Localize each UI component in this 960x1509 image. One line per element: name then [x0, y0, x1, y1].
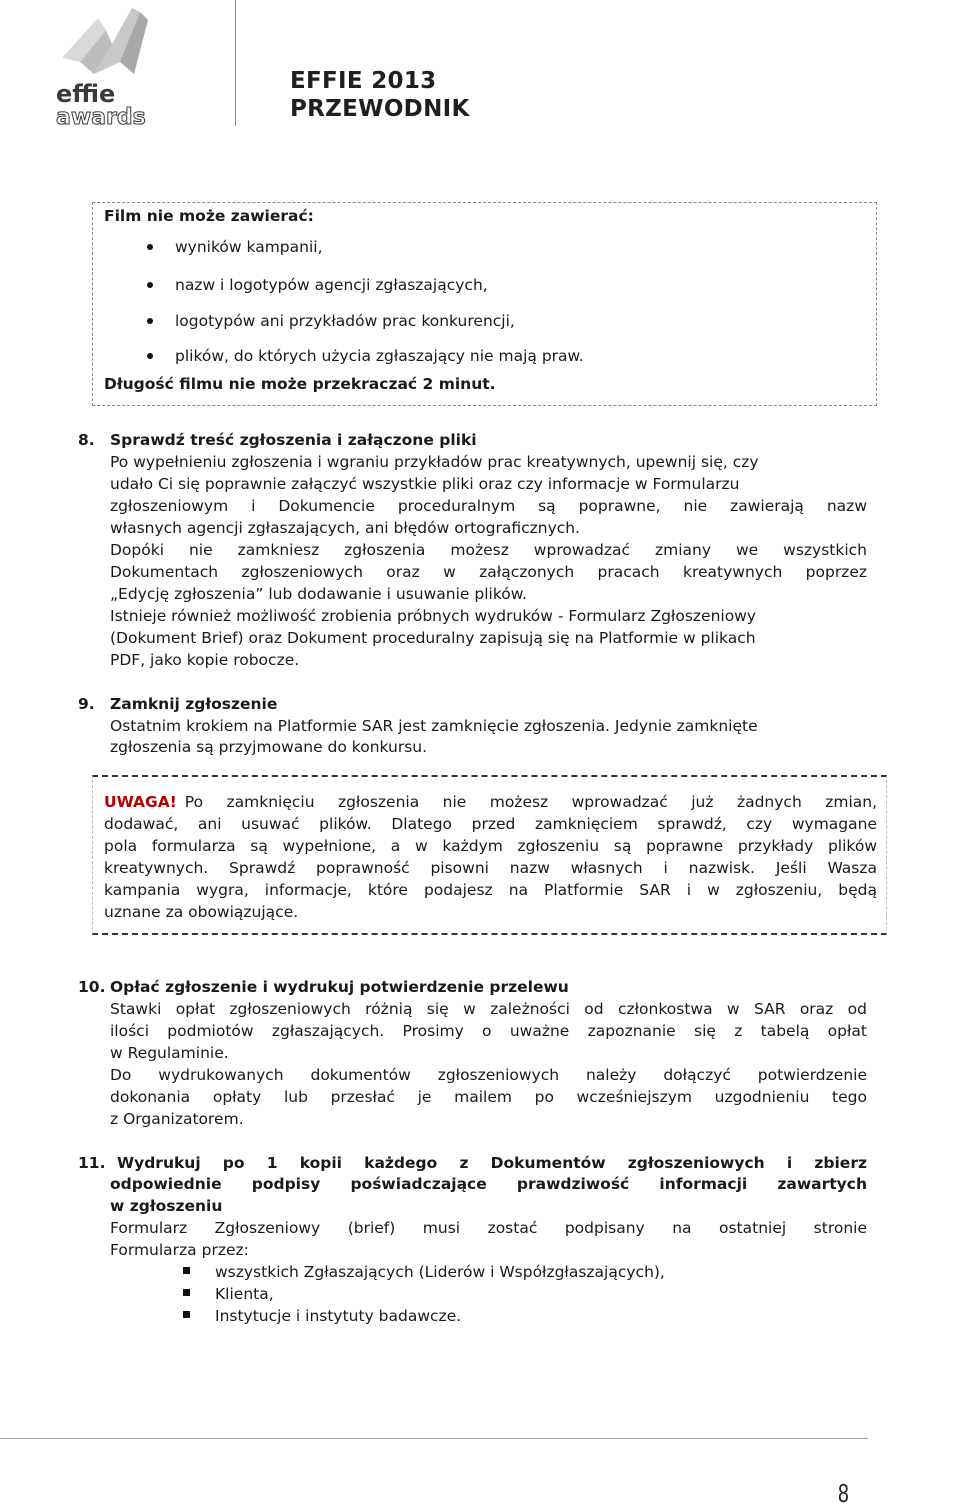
warning-text-line: dodawać, ani usuwać plików. Dlatego przed zamknięciem sprawdź, czy wymagane	[104, 815, 877, 833]
svg-text:awards: awards	[56, 105, 146, 130]
film-box-item: wyników kampanii,	[175, 238, 323, 256]
section9-text-line: zgłoszenia są przyjmowane do konkursu.	[110, 738, 428, 756]
section10-text-line: z Organizatorem.	[110, 1110, 244, 1128]
warning-label: UWAGA!	[104, 793, 177, 811]
warning-text-line: kampania wygra, informacje, które podajesz na Platformie SAR i w zgłoszeniu, będą	[104, 881, 877, 899]
section10-text-line: Stawki opłat zgłoszeniowych różnią się w zależności od członkostwa w SAR oraz od	[110, 1000, 867, 1018]
bullet-icon	[147, 282, 153, 288]
section8-title: Sprawdź treść zgłoszenia i załączone pliki	[110, 431, 477, 449]
warning-text-line: kreatywnych. Sprawdź poprawność pisowni nazw własnych i nazwisk. Jeśli Wasza	[104, 859, 877, 877]
section8-number: 8.	[78, 431, 95, 449]
section11-title-line: Wydrukuj po 1 kopii każdego z Dokumentów zgłoszeniowych i zbierz	[117, 1154, 867, 1172]
film-box-footer: Długość filmu nie może przekraczać 2 minut.	[104, 375, 496, 393]
section11-title-line: odpowiednie podpisy poświadczające prawdziwość informacji zawartych	[110, 1175, 867, 1193]
film-box-item: logotypów ani przykładów prac konkurencji,	[175, 312, 515, 330]
section10-title: Opłać zgłoszenie i wydrukuj potwierdzenie przelewu	[110, 978, 569, 996]
section8-text-line: udało Ci się poprawnie załączyć wszystkie pliki oraz czy informacje w Formularzu	[110, 475, 740, 493]
section8-text-line: Istnieje również możliwość zrobienia próbnych wydruków - Formularz Zgłoszeniowy	[110, 607, 757, 625]
page-number: 8	[838, 1478, 849, 1508]
section8-text-line: „Edycję zgłoszenia” lub dodawanie i usuwanie plików.	[110, 585, 527, 603]
section8-text-line: PDF, jako kopie robocze.	[110, 651, 300, 669]
section10-number: 10.	[78, 978, 106, 996]
square-bullet-icon	[183, 1267, 190, 1274]
section10-text-line: Do wydrukowanych dokumentów zgłoszeniowych należy dołączyć potwierdzenie	[110, 1066, 867, 1084]
section11-list-item: Klienta,	[215, 1285, 274, 1303]
bullet-icon	[147, 353, 153, 359]
warning-text-line: pola formularza są wypełnione, a w każdym zgłoszeniu są poprawne przykłady plików	[104, 837, 877, 855]
film-box-heading: Film nie może zawierać:	[104, 207, 314, 225]
section9-number: 9.	[78, 695, 95, 713]
section10-text-line: dokonania opłaty lub przesłać je mailem po wcześniejszym uzgodnieniu tego	[110, 1088, 867, 1106]
section11-number: 11.	[78, 1154, 106, 1172]
section8-text-line: zgłoszeniowym i Dokumencie proceduralnym są poprawne, nie zawierają nazw	[110, 497, 867, 515]
section8-text-line: (Dokument Brief) oraz Dokument proceduralny zapisują się na Platformie w plikach	[110, 629, 756, 647]
section8-text-line: Po wypełnieniu zgłoszenia i wgraniu przykładów prac kreatywnych, upewnij się, czy	[110, 453, 759, 471]
section11-list-item: wszystkich Zgłaszających (Liderów i Współzgłaszających),	[215, 1263, 665, 1281]
section8-text-line: Dopóki nie zamkniesz zgłoszenia możesz wprowadzać zmiany we wszystkich	[110, 541, 867, 559]
section8-text-line: Dokumentach zgłoszeniowych oraz w załączonych pracach kreatywnych poprzez	[110, 563, 867, 581]
header-title-line1: EFFIE 2013	[290, 68, 437, 94]
bullet-icon	[147, 244, 153, 250]
section9-title: Zamknij zgłoszenie	[110, 695, 278, 713]
section9-text-line: Ostatnim krokiem na Platformie SAR jest zamknięcie zgłoszenia. Jedynie zamknięte	[110, 717, 758, 735]
section10-text-line: ilości podmiotów zgłaszających. Prosimy o uważne zapoznanie się z tabelą opłat	[110, 1022, 867, 1040]
warning-first-line	[104, 792, 877, 813]
warning-text-line: Po zamknięciu zgłoszenia nie możesz wprowadzać już żadnych zmian,	[184, 793, 877, 811]
film-box-item: plików, do których użycia zgłaszający nie mają praw.	[175, 347, 584, 365]
header-divider	[235, 0, 236, 126]
section11-title-line: w zgłoszeniu	[110, 1197, 223, 1215]
bullet-icon	[147, 318, 153, 324]
square-bullet-icon	[183, 1311, 190, 1318]
svg-text:effie: effie	[56, 80, 116, 108]
section11-text-line: Formularz Zgłoszeniowy (brief) musi zostać podpisany na ostatniej stronie	[110, 1219, 867, 1237]
square-bullet-icon	[183, 1289, 190, 1296]
effie-awards-logo	[40, 0, 170, 130]
section8-text-line: własnych agencji zgłaszających, ani błędów ortograficznych.	[110, 519, 581, 537]
section11-text-line: Formularza przez:	[110, 1241, 249, 1259]
section11-list-item: Instytucje i instytuty badawcze.	[215, 1307, 462, 1325]
section10-text-line: w Regulaminie.	[110, 1044, 229, 1062]
footer-divider	[0, 1438, 868, 1439]
header-title-line2: PRZEWODNIK	[290, 96, 470, 122]
warning-text-line: uznane za obowiązujące.	[104, 903, 299, 921]
film-box-item: nazw i logotypów agencji zgłaszających,	[175, 276, 488, 294]
